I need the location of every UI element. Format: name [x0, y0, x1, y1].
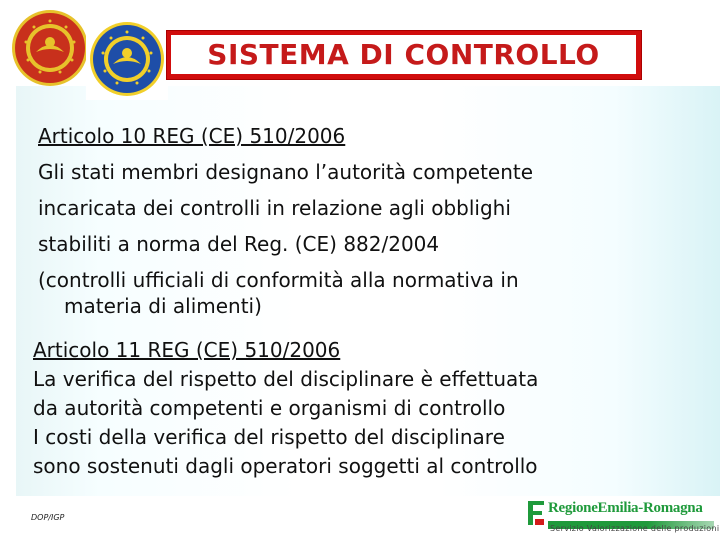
region-logo	[520, 496, 720, 540]
igp-seal-icon	[86, 18, 168, 100]
region-name: RegioneEmilia-Romagna	[548, 500, 703, 516]
article-10-line: materia di alimenti)	[64, 294, 262, 318]
region-subtitle: Servizio Valorizzazione delle produzioni	[550, 524, 720, 533]
article-10-line: (controlli ufficiali di conformità alla normativa in	[38, 268, 519, 292]
article-10-line: incaricata dei controlli in relazione agli obblighi	[38, 196, 511, 220]
article-11-line: La verifica del rispetto del disciplinare è effettuata	[33, 367, 539, 391]
article-11-line: da autorità competenti e organismi di controllo	[33, 396, 506, 420]
logo-group	[10, 8, 170, 100]
article-11-line: sono sostenuti dagli operatori soggetti al controllo	[33, 454, 538, 478]
dop-seal-icon	[10, 8, 90, 88]
title-box	[166, 30, 642, 80]
article-11-line: I costi della verifica del rispetto del disciplinare	[33, 425, 505, 449]
page-title: SISTEMA DI CONTROLLO	[207, 38, 600, 71]
article-10-block	[38, 118, 698, 320]
footer-label: DOP/IGP	[31, 513, 65, 522]
article-10-line: stabiliti a norma del Reg. (CE) 882/2004	[38, 232, 440, 256]
article-11-heading: Articolo 11 REG (CE) 510/2006	[33, 338, 341, 362]
article-10-heading: Articolo 10 REG (CE) 510/2006	[38, 124, 346, 148]
region-emilia-romagna-icon	[526, 499, 546, 527]
title-inner	[171, 35, 636, 74]
article-11-block	[33, 336, 703, 481]
article-10-line: Gli stati membri designano l’autorità competente	[38, 160, 534, 184]
